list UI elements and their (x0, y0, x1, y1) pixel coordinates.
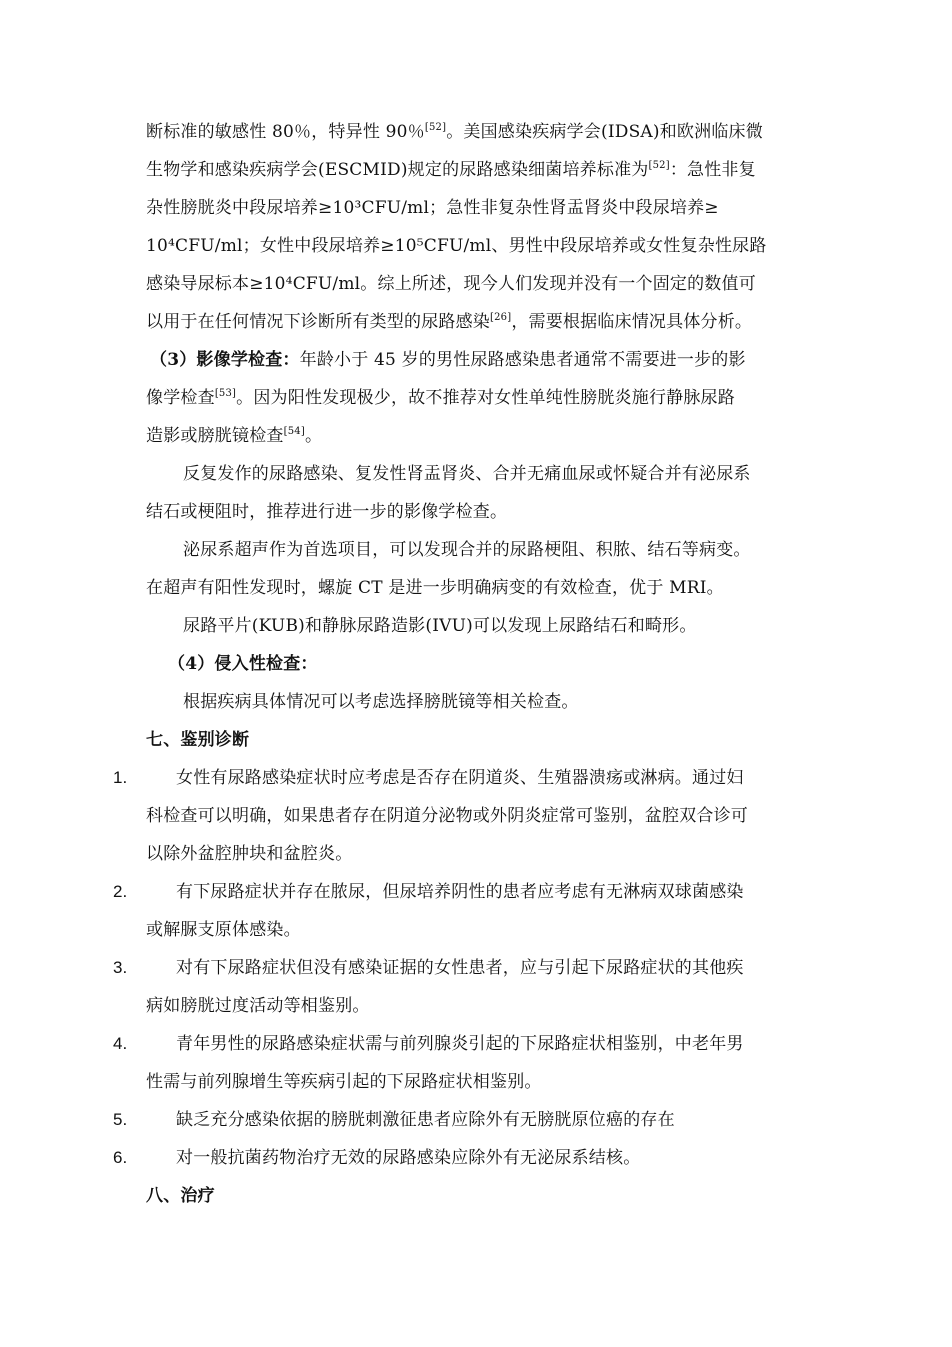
list-item-line: 对一般抗菌药物治疗无效的尿路感染应除外有无泌尿系结核。 (176, 1148, 641, 1168)
list-number: 4. (113, 1034, 128, 1053)
list-item-line: 对有下尿路症状但没有感染证据的女性患者，应与引起下尿路症状的其他疾 (176, 958, 744, 978)
list-item-line: 女性有尿路感染症状时应考虑是否存在阴道炎、生殖器溃疡或淋病。通过妇 (176, 768, 744, 788)
list-item-line: 以除外盆腔肿块和盆腔炎。 (146, 844, 353, 864)
list-item-line: 或解脲支原体感染。 (146, 920, 301, 940)
imaging-line-1: 年龄小于 45 岁的男性尿路感染患者通常不需要进一步的影 (299, 350, 746, 370)
list-item-line: 性需与前列腺增生等疾病引起的下尿路症状相鉴别。 (146, 1072, 542, 1092)
list-item-line: 病如膀胱过度活动等相鉴别。 (146, 996, 370, 1016)
list-number: 6. (113, 1148, 128, 1167)
paragraph-line: 断标准的敏感性 80％，特异性 90％[52]。美国感染疾病学会(IDSA)和欧洲临床微 (146, 122, 763, 142)
imaging-para-3a: 泌尿系超声作为首选项目，可以发现合并的尿路梗阻、积脓、结石等病变。 (183, 540, 751, 560)
paragraph-line: 以用于在任何情况下诊断所有类型的尿路感染[26]，需要根据临床情况具体分析。 (146, 312, 753, 332)
list-number: 2. (113, 882, 128, 901)
paragraph-line: 生物学和感染疾病学会(ESCMID)规定的尿路感染细菌培养标准为[52]：急性非复 (146, 160, 756, 180)
imaging-para-2a: 反复发作的尿路感染、复发性肾盂肾炎、合并无痛血尿或怀疑合并有泌尿系 (183, 464, 751, 484)
list-number: 5. (113, 1110, 128, 1129)
invasive-heading: （4）侵入性检查： (168, 654, 318, 674)
section-8-heading: 八、治疗 (146, 1186, 215, 1206)
imaging-para-2b: 结石或梗阻时，推荐进行进一步的影像学检查。 (146, 502, 508, 522)
list-item-line: 有下尿路症状并存在脓尿，但尿培养阴性的患者应考虑有无淋病双球菌感染 (176, 882, 744, 902)
invasive-text: 根据疾病具体情况可以考虑选择膀胱镜等相关检查。 (183, 692, 579, 712)
list-item-line: 青年男性的尿路感染症状需与前列腺炎引起的下尿路症状相鉴别，中老年男 (176, 1034, 744, 1054)
imaging-first-line (150, 349, 746, 371)
paragraph-line: 感染导尿标本≥10⁴CFU/ml。综上所述，现今人们发现并没有一个固定的数值可 (146, 274, 756, 294)
imaging-para-4: 尿路平片(KUB)和静脉尿路造影(IVU)可以发现上尿路结石和畸形。 (183, 616, 697, 636)
imaging-para-3b: 在超声有阳性发现时，螺旋 CT 是进一步明确病变的有效检查，优于 MRI。 (146, 578, 724, 598)
list-number: 1. (113, 768, 128, 787)
paragraph-line: 杂性膀胱炎中段尿培养≥10³CFU/ml；急性非复杂性肾盂肾炎中段尿培养≥ (146, 198, 719, 218)
list-item-line: 缺乏充分感染依据的膀胱刺激征患者应除外有无膀胱原位癌的存在 (176, 1110, 675, 1130)
list-item-line: 科检查可以明确，如果患者存在阴道分泌物或外阴炎症常可鉴别，盆腔双合诊可 (146, 806, 748, 826)
imaging-line-2: 像学检查[53]。因为阳性发现极少，故不推荐对女性单纯性膀胱炎施行静脉尿路 (146, 388, 735, 408)
section-7-heading: 七、鉴别诊断 (146, 730, 250, 750)
imaging-line-3: 造影或膀胱镜检查[54]。 (146, 426, 323, 446)
paragraph-line: 10⁴CFU/ml；女性中段尿培养≥10⁵CFU/ml、男性中段尿培养或女性复杂性尿路 (146, 236, 767, 256)
list-number: 3. (113, 958, 128, 977)
imaging-heading: （3）影像学检查： (150, 350, 300, 370)
